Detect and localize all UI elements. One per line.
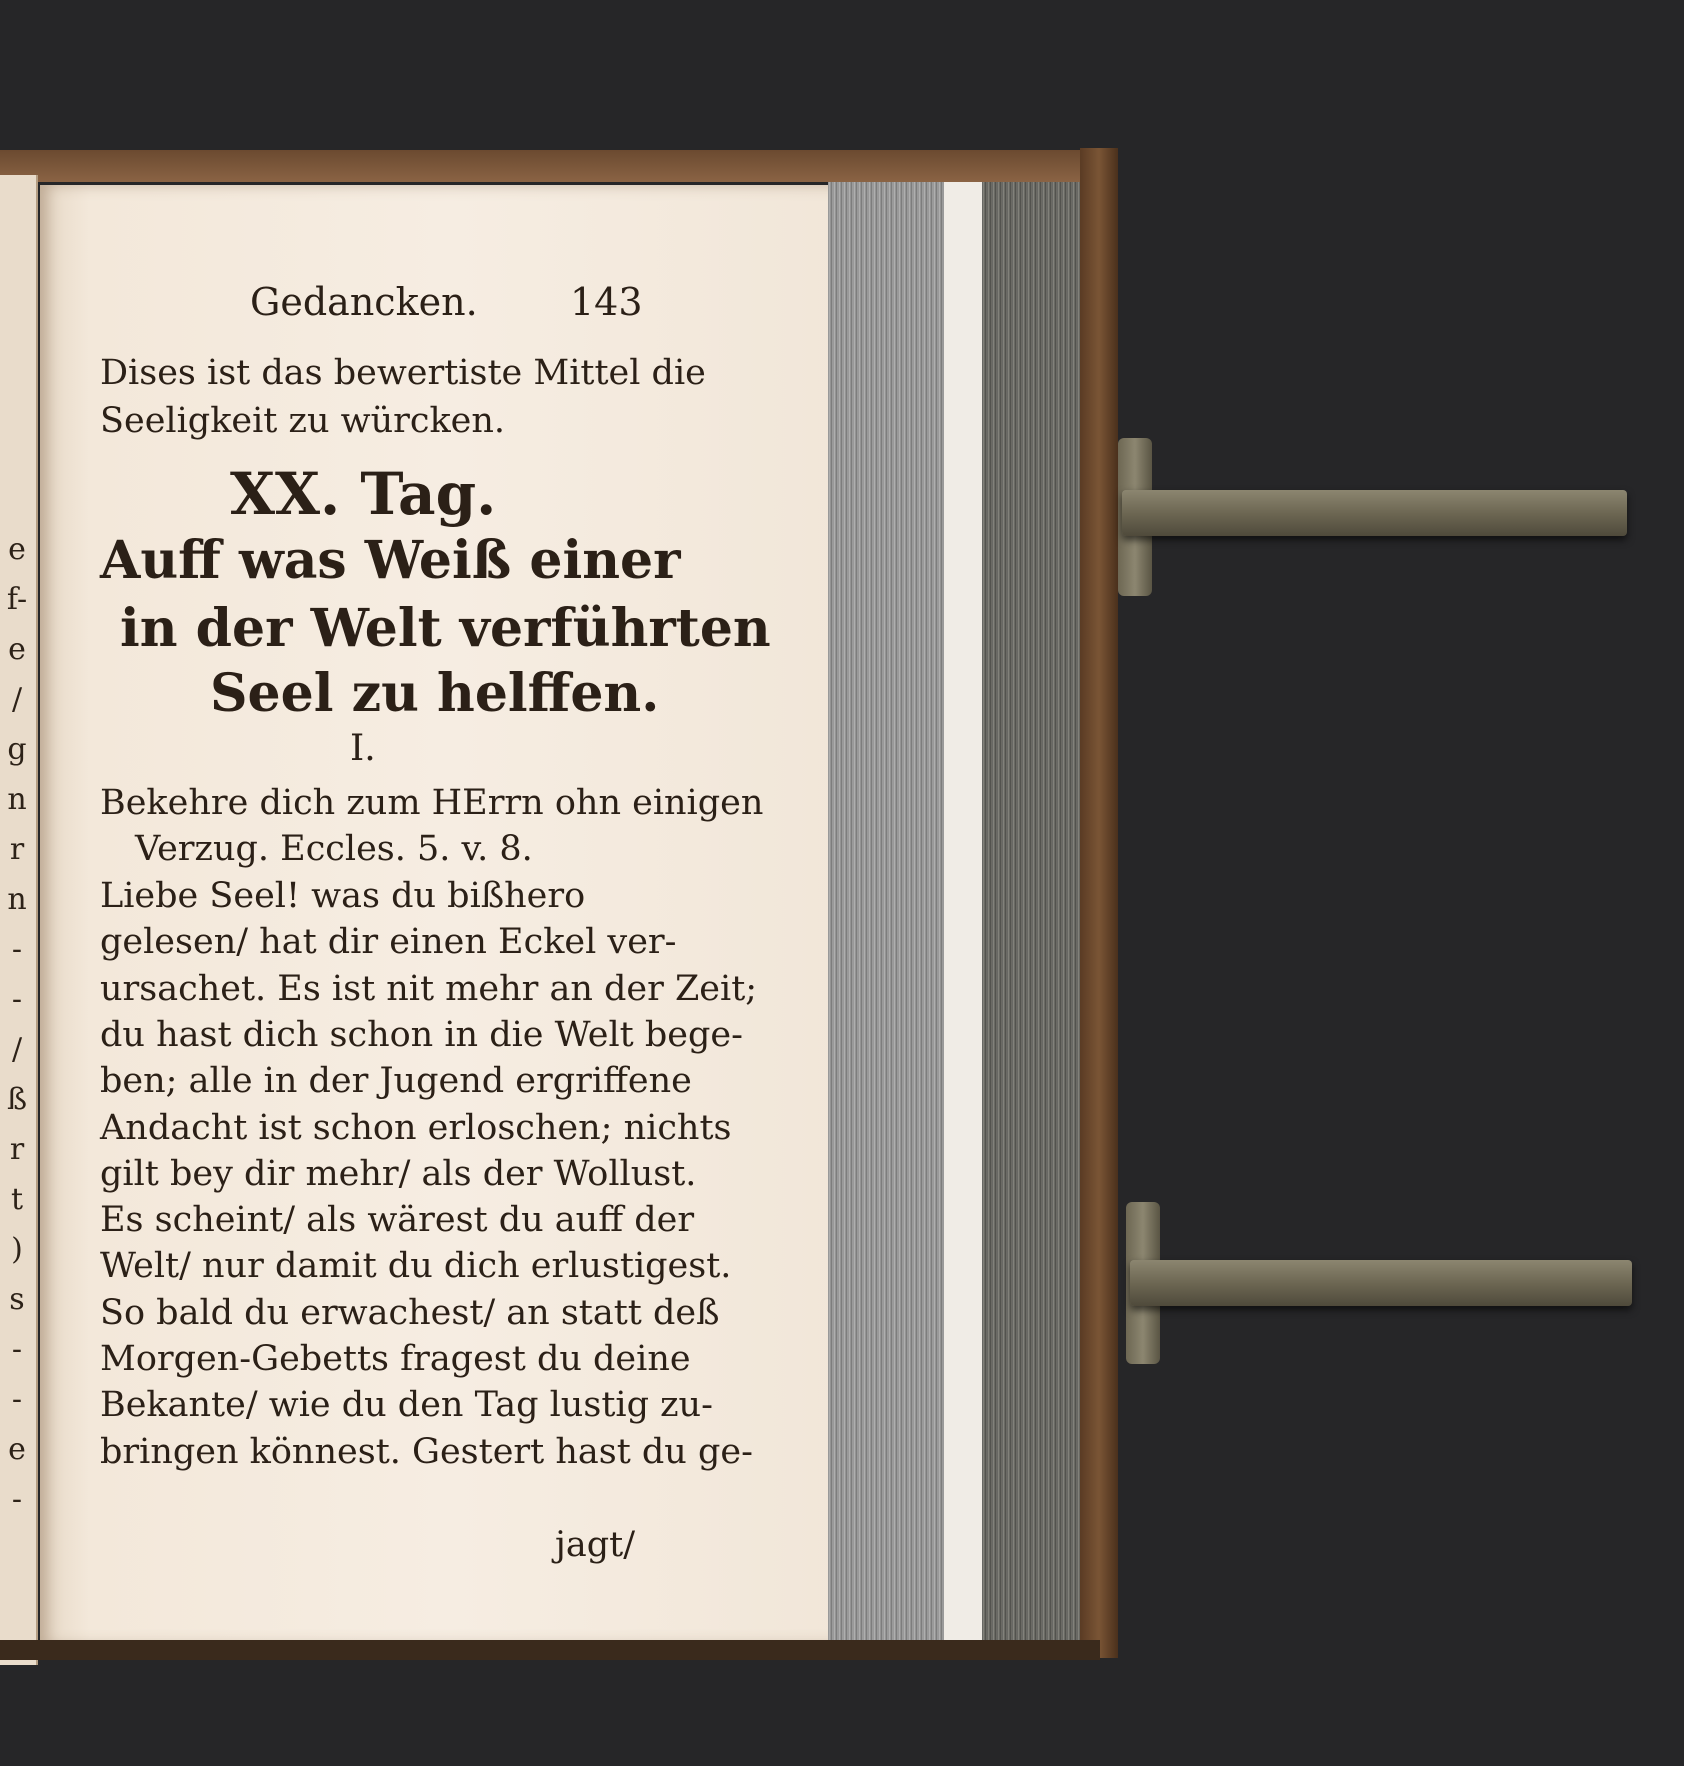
margin-fragment: -: [11, 1382, 23, 1417]
body-line: ursachet. Es ist nit mehr an der Zeit;: [100, 968, 758, 1009]
body-line: Es scheint/ als wärest du auff der: [100, 1200, 695, 1241]
intro-line-1: Dises ist das bewertiste Mittel die: [100, 353, 706, 393]
clasp-bar-upper: [1122, 490, 1627, 536]
section-heading-line-2: Verzug. Eccles. 5. v. 8.: [135, 829, 533, 869]
day-title: XX. Tag.: [230, 460, 497, 528]
body-line: Liebe Seel! was du bißhero: [100, 876, 586, 916]
page-block-gap: [944, 182, 982, 1644]
margin-fragment: g: [7, 732, 27, 767]
margin-fragment: t: [10, 1182, 24, 1217]
body-line: du hast dich schon in die Welt bege-: [100, 1014, 743, 1055]
margin-fragment: r: [9, 1132, 25, 1167]
book-bottom-edge: [0, 1640, 1100, 1660]
chapter-title-line-3: Seel zu helffen.: [210, 663, 660, 724]
margin-fragment: /: [11, 1032, 23, 1067]
left-page-fragment: [0, 175, 38, 1665]
margin-fragment: -: [11, 1332, 23, 1367]
body-line: bringen könnest. Gestert hast du ge-: [100, 1431, 753, 1472]
page-block-edge-dark: [982, 182, 1080, 1644]
body-line: Bekante/ wie du den Tag lustig zu-: [100, 1385, 713, 1426]
margin-fragment: n: [7, 882, 27, 917]
page-number: 143: [570, 280, 643, 324]
catchword: jagt/: [555, 1525, 635, 1565]
intro-line-2: Seeligkeit zu würcken.: [100, 401, 506, 441]
chapter-title-line-1: Auff was Weiß einer: [100, 530, 681, 591]
clasp-bar-lower: [1130, 1260, 1632, 1306]
section-heading-line-1: Bekehre dich zum HErrn ohn einigen: [100, 783, 764, 823]
margin-fragment: -: [11, 932, 23, 967]
margin-fragment: f-: [6, 582, 28, 617]
margin-fragment: e: [8, 632, 26, 667]
body-line: gelesen/ hat dir einen Eckel ver-: [100, 922, 677, 963]
margin-fragment: e: [8, 1432, 26, 1467]
margin-fragment: ): [11, 1232, 23, 1267]
margin-fragment: r: [9, 832, 25, 867]
body-line: gilt bey dir mehr/ als der Wollust.: [100, 1153, 697, 1194]
margin-fragment: -: [11, 982, 23, 1017]
section-number: I.: [350, 728, 376, 769]
page-block-edge: [828, 182, 944, 1644]
margin-fragment: s: [9, 1282, 25, 1317]
body-line: So bald du erwachest/ an statt deß: [100, 1292, 720, 1333]
margin-fragment: e: [8, 532, 26, 567]
left-page-margin-text: [2, 525, 32, 1525]
body-line: Welt/ nur damit du dich erlustigest.: [100, 1246, 732, 1287]
margin-fragment: -: [11, 1482, 23, 1517]
book-top-edge: [0, 150, 1080, 182]
body-line: Morgen-Gebetts fragest du deine: [100, 1339, 691, 1379]
book-cover-edge: [1080, 148, 1118, 1658]
margin-fragment: /: [11, 682, 23, 717]
running-head: Gedancken.: [250, 280, 478, 324]
body-line: Andacht ist schon erloschen; nichts: [100, 1107, 732, 1148]
chapter-title-line-2: in der Welt verführten: [120, 598, 771, 659]
body-line: ben; alle in der Jugend ergriffene: [100, 1061, 692, 1102]
margin-fragment: ß: [6, 1082, 28, 1117]
margin-fragment: n: [7, 782, 27, 817]
